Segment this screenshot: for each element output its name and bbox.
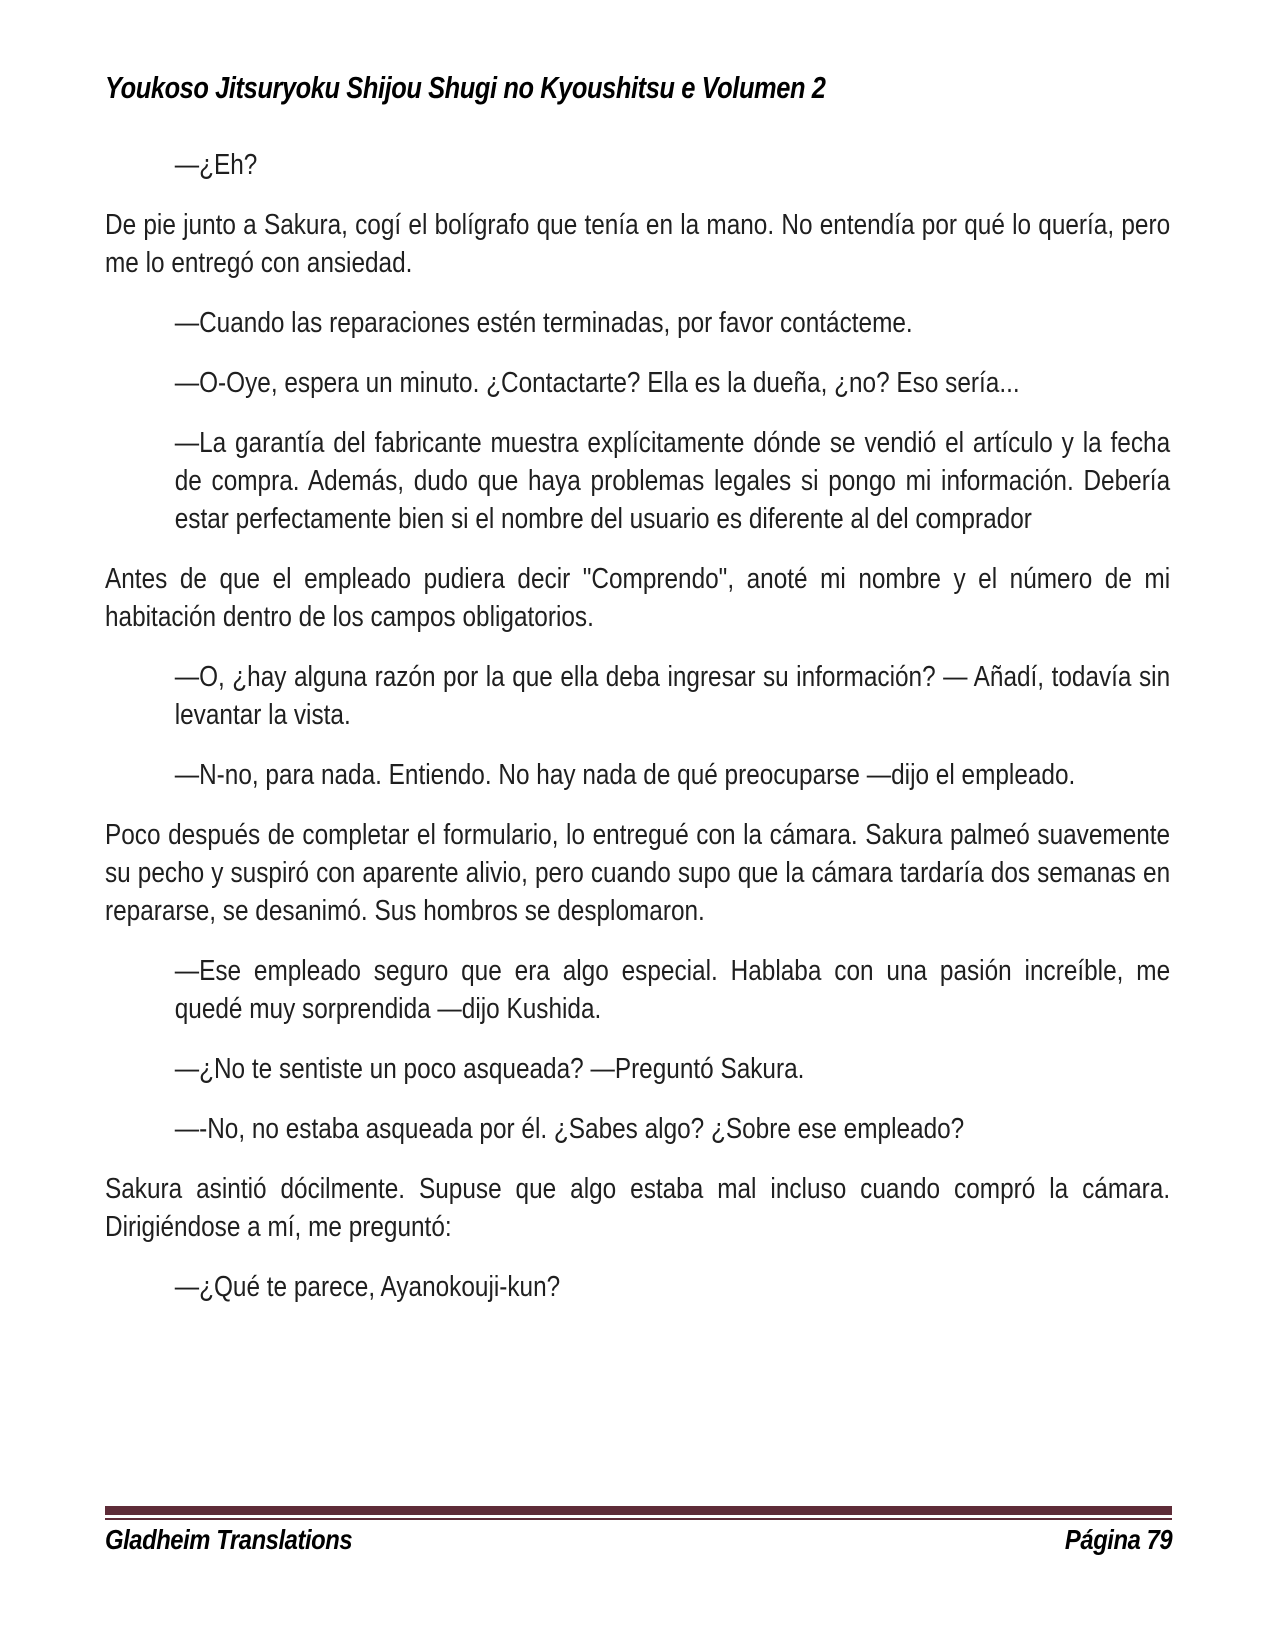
narration-paragraph: Poco después de completar el formulario, lo entregué con la cámara. Sakura palmeó suavemente su pecho y suspiró con aparente alivio, pero cuando supo que la cámara tardaría dos semanas en repararse, se desanimó. Sus hombros se desplomaron. (105, 819, 1171, 927)
dialogue-paragraph: —¿No te sentiste un poco asqueada? —Preguntó Sakura. (174, 1053, 805, 1085)
dialogue-paragraph: —¿Qué te parece, Ayanokouji-kun? (174, 1271, 561, 1303)
dialogue-paragraph: —Ese empleado seguro que era algo especial. Hablaba con una pasión increíble, me quedé muy sorprendida —dijo Kushida. (174, 955, 1171, 1025)
dialogue-paragraph: —La garantía del fabricante muestra explícitamente dónde se vendió el artículo y la fecha de compra. Además, dudo que haya problemas legales si pongo mi información. Debería estar perfectamente bien si el nombre del usuario es diferente al del comprador (174, 427, 1171, 535)
dialogue-paragraph: —Cuando las reparaciones estén terminadas, por favor contácteme. (174, 307, 913, 339)
dialogue-paragraph: —O-Oye, espera un minuto. ¿Contactarte? Ella es la dueña, ¿no? Eso sería... (174, 367, 1020, 399)
page-body (105, 146, 1170, 1328)
page-number: Página 79 (1064, 1524, 1172, 1555)
book-title: Youkoso Jitsuryoku Shijou Shugi no Kyoushitsu e Volumen 2 (105, 70, 826, 105)
footer-rule (105, 1506, 1172, 1520)
narration-paragraph: Sakura asintió dócilmente. Supuse que algo estaba mal incluso cuando compró la cámara. Dirigiéndose a mí, me preguntó: (105, 1173, 1171, 1243)
dialogue-paragraph: —N-no, para nada. Entiendo. No hay nada de qué preocuparse —dijo el empleado. (174, 759, 1076, 791)
translator-credit: Gladheim Translations (105, 1524, 353, 1555)
dialogue-paragraph: —-No, no estaba asqueada por él. ¿Sabes algo? ¿Sobre ese empleado? (174, 1113, 965, 1145)
dialogue-paragraph: —O, ¿hay alguna razón por la que ella deba ingresar su información? — Añadí, todavía sin levantar la vista. (174, 661, 1171, 731)
narration-paragraph: De pie junto a Sakura, cogí el bolígrafo que tenía en la mano. No entendía por qué lo quería, pero me lo entregó con ansiedad. (105, 209, 1171, 279)
dialogue-paragraph: —¿Eh? (174, 149, 258, 181)
narration-paragraph: Antes de que el empleado pudiera decir "Comprendo", anoté mi nombre y el número de mi habitación dentro de los campos obligatorios. (105, 563, 1171, 633)
page-footer (105, 1524, 1172, 1556)
page-header (105, 70, 1205, 106)
